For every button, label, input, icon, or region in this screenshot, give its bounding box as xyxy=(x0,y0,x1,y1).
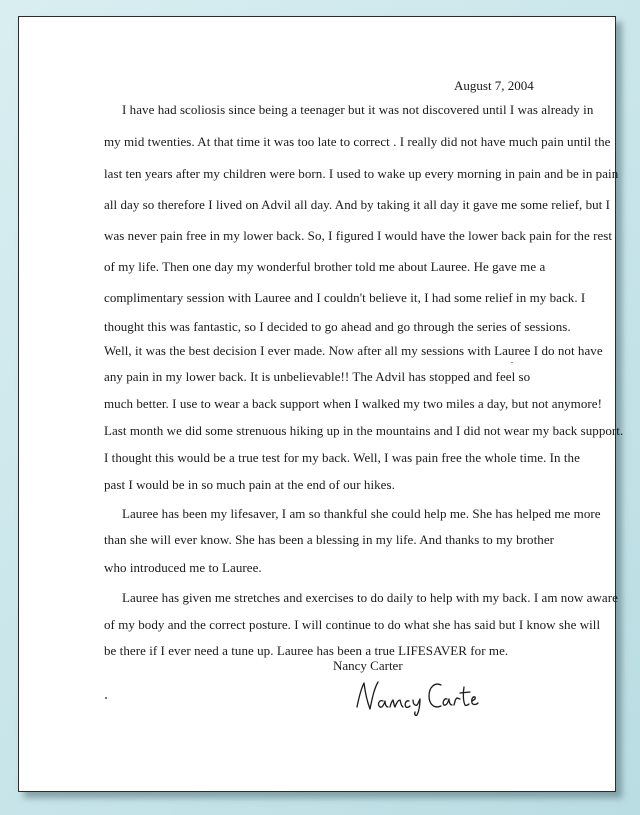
letter-line: of my body and the correct posture. I will continue to do what she has said but I know she will xyxy=(104,617,601,632)
letter-line: Lauree has given me stretches and exercises to do daily to help with my back. I am now aware xyxy=(122,590,618,605)
letter-page xyxy=(18,16,624,792)
letter-line: much better. I use to wear a back support when I walked my two miles a day, but not anymore! xyxy=(104,396,602,411)
letter-line: all day so therefore I lived on Advil all day. And by taking it all day it gave me some relief, but I xyxy=(104,197,611,212)
letter-line: who introduced me to Lauree. xyxy=(104,560,262,575)
letter-line: Lauree has been my lifesaver, I am so thankful she could help me. She has helped me more xyxy=(122,506,601,521)
letter-line: my mid twenties. At that time it was too late to correct . I really did not have much pain until the xyxy=(104,134,611,149)
letter-line: of my life. Then one day my wonderful brother told me about Lauree. He gave me a xyxy=(104,259,546,274)
letter-line: be there if I ever need a tune up. Lauree has been a true LIFESAVER for me. xyxy=(104,643,509,658)
handwritten-signature xyxy=(351,677,481,717)
letter-line: Last month we did some strenuous hiking up in the mountains and I did not wear my back support. xyxy=(104,423,624,438)
letter-line: I thought this would be a true test for my back. Well, I was pain free the whole time. In the xyxy=(104,450,580,465)
letter-line: I have had scoliosis since being a teenager but it was not discovered until I was already in xyxy=(122,102,594,117)
letter-date: August 7, 2004 xyxy=(454,78,534,93)
letter-line: Well, it was the best decision I ever made. Now after all my sessions with Lauree I do not have xyxy=(104,343,603,358)
letter-line: last ten years after my children were born. I used to wake up every morning in pain and be in pain xyxy=(104,166,619,181)
letter-line: thought this was fantastic, so I decided to go ahead and go through the series of sessions. xyxy=(104,319,571,334)
letter-line: complimentary session with Lauree and I couldn't believe it, I had some relief in my back. I xyxy=(104,290,586,305)
letter-line: than she will ever know. She has been a blessing in my life. And thanks to my brother xyxy=(104,532,555,547)
letter-line: any pain in my lower back. It is unbelievable!! The Advil has stopped and feel so xyxy=(104,369,531,384)
scan-speck xyxy=(105,697,107,699)
scan-speck xyxy=(511,362,513,363)
signed-name: Nancy Carter xyxy=(333,658,403,673)
letter-line: past I would be in so much pain at the end of our hikes. xyxy=(104,477,395,492)
letter-line: was never pain free in my lower back. So, I figured I would have the lower back pain for the rest xyxy=(104,228,613,243)
